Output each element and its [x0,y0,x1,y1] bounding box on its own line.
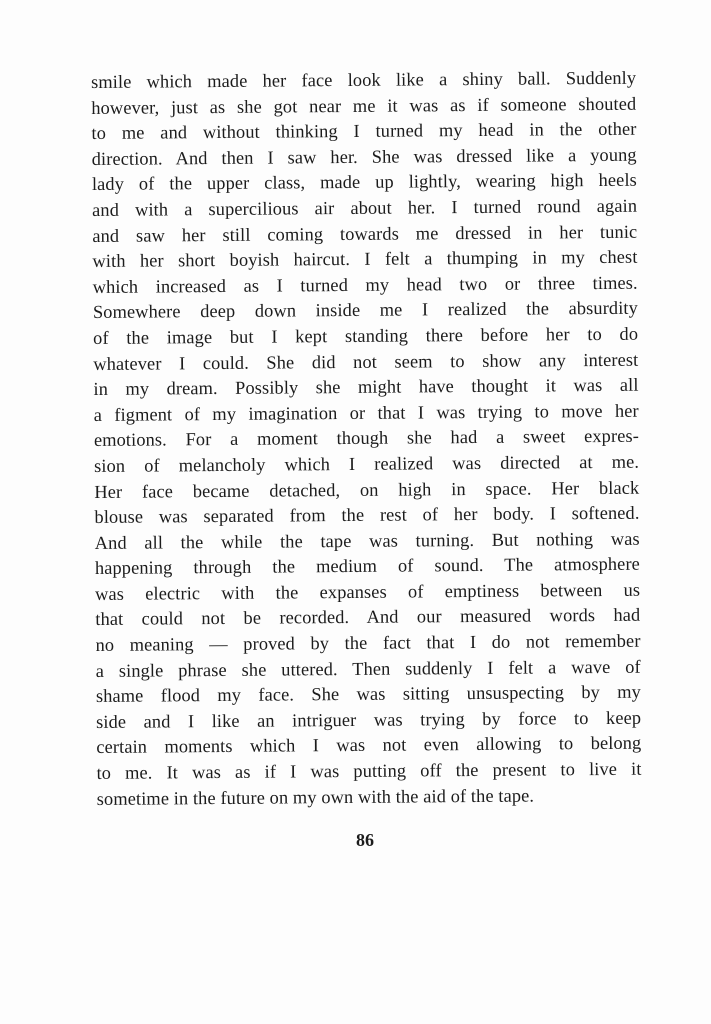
text-line: Somewhere deep down inside me I realized the absurdity [92,298,638,323]
text-line: to me and without thinking I turned my head in the other [91,118,637,144]
text-line: a figment of my imagination or that I was trying to move her [93,400,639,425]
text-line: smile which made her face look like a shiny ball. Suddenly [91,67,637,92]
text-line: and with a supercilious air about her. I turned round again [92,195,638,220]
text-line: a single phrase she uttered. Then suddenly I felt a wave of [95,656,641,681]
text-line: Her face became detached, on high in space. Her black [94,477,640,502]
text-line: was electric with the expanses of emptiness between us [95,579,641,604]
text-line: emotions. For a moment though she had a sweet expres- [93,426,639,451]
text-line: that could not be recorded. And our measured words had [95,605,641,630]
text-line: side and I like an intriguer was trying by force to keep [96,707,642,732]
text-line: whatever I could. She did not seem to show any interest [93,349,639,374]
text-line: in my dream. Possibly she might have thought it was all [93,374,639,400]
text-line: lady of the upper class, made up lightly, wearing high heels [91,170,637,195]
page-number: 86 [356,830,374,850]
text-line: to me. It was as if I was putting off the present to live it [96,758,642,784]
text-line: and saw her still coming towards me dressed in her tunic [92,221,638,246]
text-line: which increased as I turned my head two or three times. [92,272,638,297]
text-line: And all the while the tape was turning. But nothing was [94,528,640,553]
text-line: of the image but I kept standing there before her to do [93,323,639,348]
text-line: however, just as she got near me it was as if someone shouted [91,93,637,118]
text-line: sometime in the future on my own with the aid of the tape. [96,785,535,809]
text-line: certain moments which I was not even allowing to belong [96,733,642,758]
body-text [91,66,642,812]
text-line: happening through the medium of sound. The atmosphere [94,553,640,579]
text-line: with her short boyish haircut. I felt a thumping in my chest [92,246,638,272]
text-line: shame flood my face. She was sitting unsuspecting by my [95,681,641,707]
text-line: direction. And then I saw her. She was dressed like a young [91,144,637,169]
text-line: no meaning — proved by the fact that I do not remember [95,630,641,656]
text-line: sion of melancholy which I realized was directed at me. [94,451,640,476]
text-line: blouse was separated from the rest of her body. I softened. [94,502,640,528]
